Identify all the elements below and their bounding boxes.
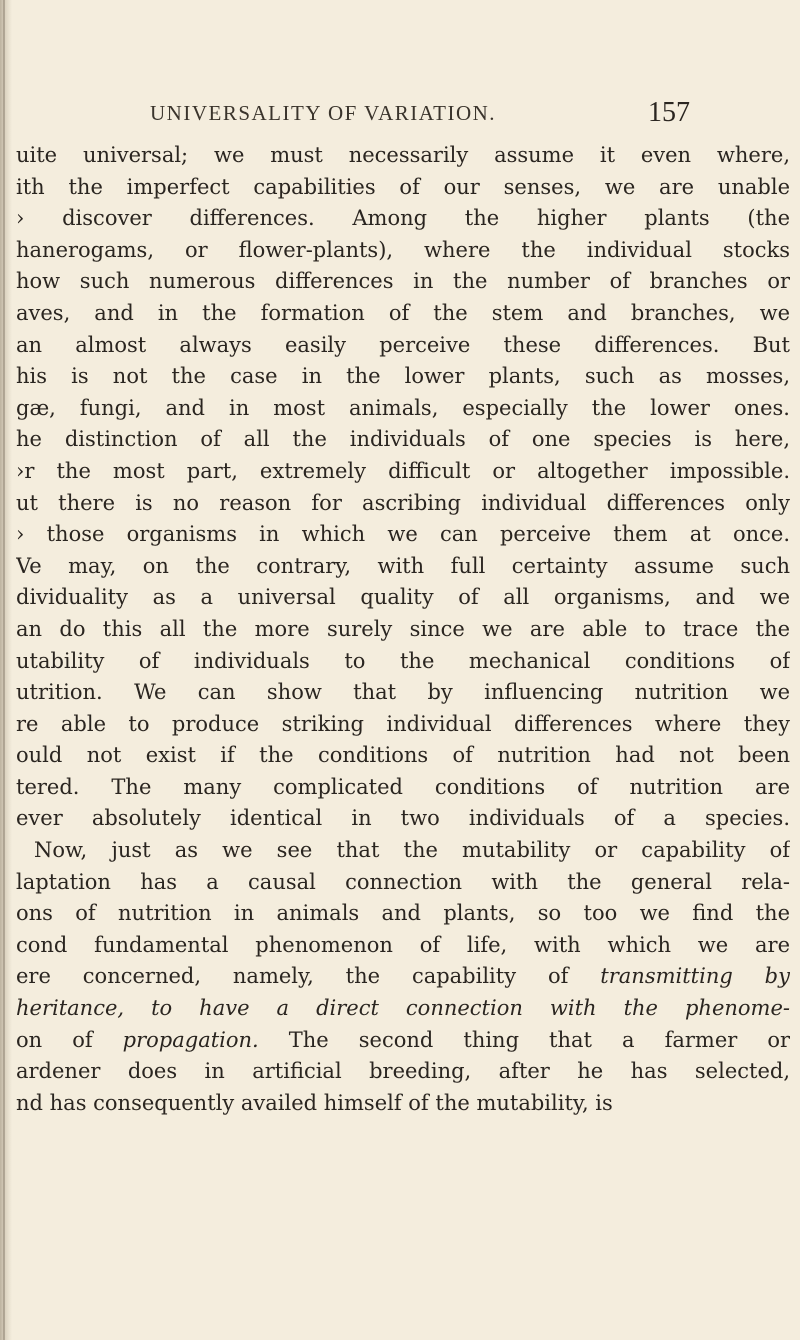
text-segment: on of: [16, 1027, 93, 1052]
text-line: ith the imperfect capabilities of our senses, we are unable: [16, 174, 790, 199]
text-space: [568, 964, 600, 988]
italic-term-transmitting: transmitting by: [600, 964, 790, 989]
text-line: uite universal; we must necessarily assume it even where,: [16, 143, 790, 167]
page-gutter-shadow: [0, 0, 12, 1340]
text-line: how such numerous differences in the number of branches or: [16, 269, 790, 294]
text-line: he distinction of all the individuals of one species is here,: [16, 427, 790, 452]
text-line: aves, and in the formation of the stem and branches, we: [16, 300, 790, 325]
binding-edge: [3, 0, 5, 1340]
text-line: utability of individuals to the mechanical conditions of: [16, 648, 790, 673]
paragraph-start-line: Now, just as we see that the mutability or capability of: [34, 838, 790, 863]
text-line: ould not exist if the conditions of nutrition had not been: [16, 743, 790, 768]
text-line: hanerogams, or flower-plants), where the individual stocks: [16, 237, 790, 262]
text-line: Ve may, on the contrary, with full certainty assume such: [16, 553, 790, 578]
text-line: utrition. We can show that by influencing nutrition we: [16, 680, 790, 705]
text-line: re able to produce striking individual differences where they: [16, 711, 790, 736]
italic-term-inheritance: heritance, to have a direct connection with the phenome-: [16, 996, 790, 1021]
text-line: › discover differences. Among the higher plants (the: [16, 206, 790, 231]
text-line: laptation has a causal connection with the general rela-: [16, 869, 790, 894]
text-line: tered. The many complicated conditions of nutrition are: [16, 774, 790, 799]
text-line: ever absolutely identical in two individuals of a species.: [16, 806, 790, 831]
text-line: nd has consequently availed himself of the mutability, is: [16, 1090, 613, 1115]
text-line: ons of nutrition in animals and plants, so too we find the: [16, 901, 790, 926]
text-segment: ere concerned, namely, the capability of: [16, 964, 569, 989]
text-line-italic-start: [16, 993, 790, 1025]
body-text: [16, 140, 790, 1119]
text-segment: The second thing that a farmer or: [258, 1027, 790, 1052]
page-number: 157: [648, 97, 690, 128]
running-title: UNIVERSALITY OF VARIATION.: [150, 101, 497, 125]
text-line-mixed: [16, 1025, 790, 1057]
text-line: his is not the case in the lower plants, such as mosses,: [16, 364, 790, 389]
italic-term-propagation: propagation.: [122, 1027, 259, 1052]
text-line-mixed: [16, 961, 790, 993]
page-header: [150, 96, 690, 130]
text-line: an do this all the more surely since we are able to trace the: [16, 616, 790, 641]
text-line: ›r the most part, extremely difficult or altogether impossible.: [16, 458, 790, 483]
text-line: ut there is no reason for ascribing individual differences only: [16, 490, 790, 515]
text-line: › those organisms in which we can perceive them at once.: [16, 522, 790, 547]
text-line: gæ, fungi, and in most animals, especially the lower ones.: [16, 395, 790, 420]
text-line: an almost always easily perceive these differences. But: [16, 332, 790, 357]
text-line: cond fundamental phenomenon of life, with which we are: [16, 932, 790, 957]
text-line: dividuality as a universal quality of all organisms, and we: [16, 585, 790, 610]
text-line: ardener does in artificial breeding, after he has selected,: [16, 1059, 790, 1084]
